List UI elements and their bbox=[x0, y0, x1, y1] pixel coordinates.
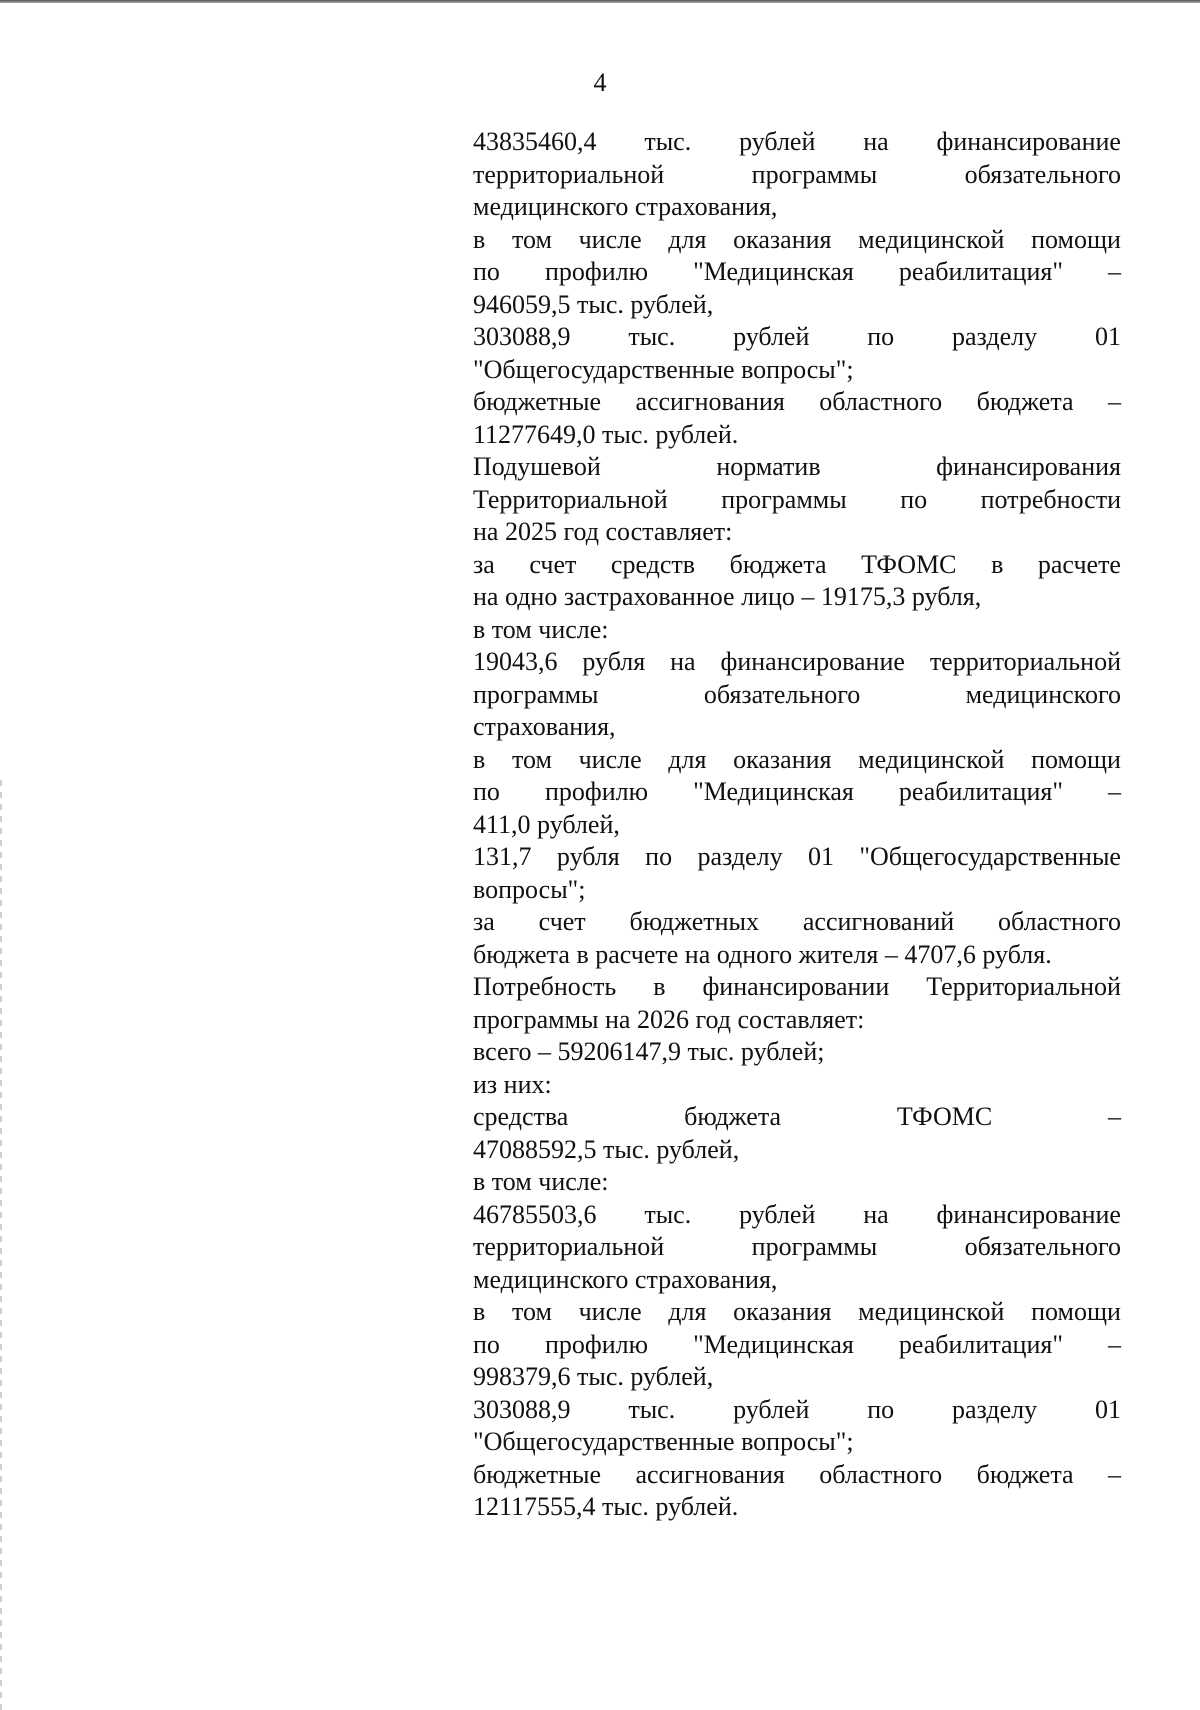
text-word: обязательного bbox=[964, 1232, 1121, 1261]
text-word: 12117555,4 тыс. рублей. bbox=[473, 1492, 739, 1521]
text-word: областного bbox=[819, 387, 943, 416]
text-word: бюджетных bbox=[629, 907, 759, 936]
text-word: программы bbox=[721, 484, 847, 514]
text-line bbox=[473, 776, 1121, 809]
text-line bbox=[473, 321, 1121, 354]
text-line bbox=[473, 1004, 1121, 1037]
text-word: 411,0 рублей, bbox=[473, 809, 620, 839]
text-line bbox=[473, 191, 1121, 224]
text-line bbox=[473, 419, 1121, 452]
text-word: помощи bbox=[1031, 1297, 1121, 1326]
text-word: – bbox=[1107, 387, 1121, 416]
text-word: Потребность bbox=[473, 972, 617, 1001]
text-word: по bbox=[645, 842, 673, 871]
text-line bbox=[473, 1426, 1121, 1459]
text-word: средства bbox=[473, 1102, 569, 1131]
text-word: 43835460,4 bbox=[473, 127, 597, 156]
text-word: обязательного bbox=[703, 679, 861, 709]
text-word: бюджета bbox=[976, 1459, 1074, 1489]
text-word: в bbox=[991, 549, 1004, 579]
text-line bbox=[473, 224, 1121, 257]
text-word: реабилитация" bbox=[898, 1329, 1063, 1359]
text-line bbox=[473, 679, 1121, 712]
text-word: рублей bbox=[739, 1199, 816, 1229]
text-word: 303088,9 bbox=[473, 1394, 571, 1424]
text-word: ассигнования bbox=[635, 387, 785, 416]
text-word: ассигнования bbox=[635, 1459, 785, 1489]
text-word: рубля bbox=[582, 647, 646, 676]
text-word: профилю bbox=[544, 257, 649, 286]
text-word: по bbox=[867, 1394, 895, 1424]
text-word: 19043,6 bbox=[473, 647, 558, 676]
text-line bbox=[473, 549, 1121, 582]
text-line bbox=[473, 971, 1121, 1004]
text-word: медицинского страхования, bbox=[473, 1264, 778, 1294]
text-word: территориальной bbox=[929, 647, 1121, 676]
text-line bbox=[473, 1069, 1121, 1102]
text-word: тыс. bbox=[644, 1199, 692, 1229]
text-word: по bbox=[473, 1329, 500, 1359]
text-line bbox=[473, 744, 1121, 777]
text-line bbox=[473, 159, 1121, 192]
text-word: 303088,9 bbox=[473, 322, 571, 351]
text-line bbox=[473, 1166, 1121, 1199]
text-word: на одно застрахованное лицо – 19175,3 рубля, bbox=[473, 582, 982, 611]
text-word: помощи bbox=[1031, 224, 1121, 254]
text-word: на bbox=[863, 1199, 889, 1229]
text-word: реабилитация" bbox=[898, 257, 1063, 286]
text-word: реабилитация" bbox=[898, 777, 1063, 806]
text-line bbox=[473, 906, 1121, 939]
text-line bbox=[473, 1361, 1121, 1394]
text-word: тыс. bbox=[628, 322, 676, 351]
text-word: рублей bbox=[733, 322, 810, 351]
text-word: норматив bbox=[716, 452, 821, 481]
text-line bbox=[473, 1199, 1121, 1232]
text-word: обязательного bbox=[964, 159, 1121, 189]
text-word: программы bbox=[473, 679, 599, 709]
text-word: – bbox=[1108, 257, 1121, 286]
scan-left-edge bbox=[0, 780, 2, 1710]
text-word: в том числе: bbox=[473, 614, 609, 644]
text-word: Подушевой bbox=[473, 452, 601, 481]
text-line bbox=[473, 516, 1121, 549]
text-word: оказания bbox=[733, 224, 832, 254]
text-word: финансирование bbox=[936, 127, 1121, 156]
text-word: 01 bbox=[1094, 1394, 1121, 1424]
text-word: медицинской bbox=[858, 224, 1005, 254]
text-word: рублей bbox=[733, 1394, 810, 1424]
text-word: областного bbox=[819, 1459, 943, 1489]
text-word: в том числе: bbox=[473, 1167, 609, 1196]
text-line bbox=[473, 1394, 1121, 1427]
text-word: Территориальной bbox=[926, 972, 1121, 1001]
text-line bbox=[473, 1231, 1121, 1264]
text-word: "Медицинская bbox=[693, 257, 854, 286]
text-word: вопросы"; bbox=[473, 874, 586, 904]
text-word: территориальной bbox=[473, 1232, 665, 1261]
text-word: разделу bbox=[697, 842, 783, 871]
text-word: по bbox=[900, 484, 928, 514]
text-line bbox=[473, 809, 1121, 842]
text-word: расчете bbox=[1037, 549, 1121, 579]
text-word: бюджета в расчете на одного жителя – 4707,6 рубля. bbox=[473, 939, 1052, 969]
text-word: "Общегосударственные вопросы"; bbox=[473, 354, 854, 384]
text-word: ТФОМС bbox=[896, 1102, 993, 1131]
text-word: бюджета bbox=[729, 549, 827, 579]
text-word: финансирование bbox=[936, 1199, 1121, 1229]
page-number: 4 bbox=[593, 68, 607, 97]
text-word: медицинского bbox=[965, 679, 1121, 709]
scan-top-edge bbox=[0, 0, 1200, 3]
text-word: в bbox=[473, 224, 486, 254]
text-word: тыс. bbox=[628, 1394, 676, 1424]
text-word: по bbox=[473, 257, 500, 286]
text-word: территориальной bbox=[473, 159, 665, 189]
text-word: на bbox=[670, 647, 696, 676]
text-word: разделу bbox=[952, 322, 1038, 351]
text-word: программы на 2026 год составляет: bbox=[473, 1004, 865, 1034]
text-word: "Медицинская bbox=[693, 777, 854, 806]
text-line bbox=[473, 484, 1121, 517]
text-line bbox=[473, 939, 1121, 972]
text-word: для bbox=[668, 744, 707, 774]
text-word: всего – 59206147,9 тыс. рублей; bbox=[473, 1037, 825, 1066]
text-word: из них: bbox=[473, 1069, 552, 1099]
text-line bbox=[473, 1459, 1121, 1492]
text-word: медицинской bbox=[858, 1297, 1005, 1326]
text-word: "Медицинская bbox=[693, 1329, 854, 1359]
text-word: по bbox=[473, 777, 500, 806]
text-word: – bbox=[1108, 1329, 1121, 1359]
text-word: 01 bbox=[807, 842, 834, 871]
text-word: программы bbox=[751, 159, 878, 189]
text-word: числе bbox=[578, 1297, 642, 1326]
text-line bbox=[473, 1491, 1121, 1524]
text-line bbox=[473, 1296, 1121, 1329]
text-word: за bbox=[473, 549, 495, 579]
text-word: тыс. bbox=[644, 127, 692, 156]
text-line bbox=[473, 841, 1121, 874]
text-line bbox=[473, 614, 1121, 647]
text-word: – bbox=[1108, 1102, 1121, 1131]
text-word: для bbox=[668, 224, 707, 254]
text-line bbox=[473, 386, 1121, 419]
text-word: за bbox=[473, 907, 495, 936]
text-word: ассигнований bbox=[802, 907, 955, 936]
text-word: числе bbox=[578, 744, 642, 774]
text-word: профилю bbox=[544, 777, 649, 806]
text-word: 46785503,6 bbox=[473, 1199, 597, 1229]
text-line bbox=[473, 1264, 1121, 1297]
text-word: средств bbox=[610, 549, 696, 579]
text-line bbox=[473, 1036, 1121, 1069]
text-word: рубля bbox=[556, 842, 620, 871]
text-word: Территориальной bbox=[473, 484, 668, 514]
text-word: в bbox=[653, 972, 666, 1001]
text-word: в bbox=[473, 1297, 486, 1326]
text-word: "Общегосударственные вопросы"; bbox=[473, 1427, 854, 1456]
text-word: для bbox=[668, 1297, 707, 1326]
text-word: ТФОМС bbox=[861, 549, 957, 579]
text-word: числе bbox=[578, 224, 642, 254]
text-word: бюджетные bbox=[473, 387, 602, 416]
text-word: 998379,6 тыс. рублей, bbox=[473, 1362, 714, 1391]
text-word: 47088592,5 тыс. рублей, bbox=[473, 1134, 740, 1164]
text-word: областного bbox=[998, 907, 1121, 936]
text-word: помощи bbox=[1031, 744, 1121, 774]
text-word: страхования, bbox=[473, 712, 616, 741]
text-word: потребности bbox=[980, 484, 1121, 514]
text-word: финансирования bbox=[936, 452, 1121, 481]
text-word: медицинской bbox=[858, 744, 1005, 774]
text-word: том bbox=[511, 1297, 552, 1326]
text-word: 01 bbox=[1094, 322, 1121, 351]
text-line bbox=[473, 711, 1121, 744]
text-word: счет bbox=[538, 907, 586, 936]
text-line bbox=[473, 581, 1121, 614]
text-word: разделу bbox=[952, 1394, 1038, 1424]
text-word: на 2025 год составляет: bbox=[473, 517, 733, 546]
text-line bbox=[473, 646, 1121, 679]
text-word: рублей bbox=[739, 127, 816, 156]
text-word: 131,7 bbox=[473, 842, 532, 871]
text-line bbox=[473, 1134, 1121, 1167]
text-word: – bbox=[1107, 1459, 1121, 1489]
text-word: профилю bbox=[544, 1329, 649, 1359]
text-word: бюджета bbox=[684, 1102, 782, 1131]
text-line bbox=[473, 256, 1121, 289]
text-line bbox=[473, 354, 1121, 387]
text-line bbox=[473, 1329, 1121, 1362]
text-word: в bbox=[473, 744, 486, 774]
text-word: бюджета bbox=[976, 387, 1074, 416]
text-line bbox=[473, 126, 1121, 159]
text-word: "Общегосударственные bbox=[859, 842, 1121, 871]
text-word: том bbox=[511, 744, 552, 774]
text-line bbox=[473, 874, 1121, 907]
text-word: бюджетные bbox=[473, 1459, 602, 1489]
document-body bbox=[473, 126, 1121, 1524]
text-word: том bbox=[511, 224, 552, 254]
text-word: оказания bbox=[733, 744, 832, 774]
text-word: по bbox=[867, 322, 895, 351]
text-line bbox=[473, 1101, 1121, 1134]
text-word: – bbox=[1108, 777, 1121, 806]
text-word: финансировании bbox=[702, 972, 890, 1001]
text-word: медицинского страхования, bbox=[473, 192, 778, 221]
text-word: программы bbox=[751, 1232, 878, 1261]
text-word: на bbox=[863, 127, 889, 156]
text-word: оказания bbox=[733, 1297, 832, 1326]
text-line bbox=[473, 451, 1121, 484]
text-word: 11277649,0 тыс. рублей. bbox=[473, 419, 739, 449]
text-line bbox=[473, 289, 1121, 322]
text-word: 946059,5 тыс. рублей, bbox=[473, 289, 714, 319]
text-word: счет bbox=[529, 549, 577, 579]
text-word: финансирование bbox=[720, 647, 905, 676]
